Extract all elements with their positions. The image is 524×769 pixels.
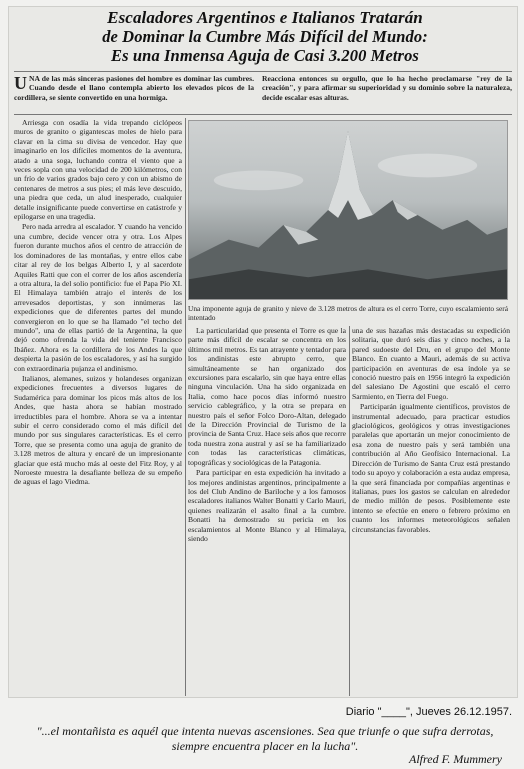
intro-right-text: Reacciona entonces su orgullo, que lo ha hecho proclamarse "rey de la creación", y para afirmar su superioridad y su dominio sobre la naturaleza, decide escalar esas alturas.	[262, 74, 512, 102]
headline-line-2: de Dominar la Cumbre Más Difícil del Mundo:	[102, 27, 428, 46]
intro-left	[14, 74, 254, 112]
col1-para-1: Arriesga con osadía la vida trepando ciclópeos muros de granito o gigantescas moles de hielo para clavar en la cima su divisa de vencedor. Hay que imaginarlo en los difíciles momentos de la aventura, atado a una soga, luchando contra el viento que a veces sopla con una velocidad de 200 kilómetros, con un frío de varios grados bajo cero y con un abismo de centenares de metros a sus pies; el más leve descuido, una piedra que ceda, un alud inesperado, cualquier detalle insignificante puede convertirse en catástrofe y epilogarse en una tragedia.	[14, 118, 182, 222]
mountain-image	[189, 121, 507, 299]
intro-rule	[14, 114, 512, 115]
headline	[20, 8, 510, 65]
col1-para-2: Pero nada arredra al escalador. Y cuando ha vencido una cumbre, decide vencer otra y otra. Los Alpes fueron durante muchos años el centro de atracción de los dominadores de las montañas, y entre ellos cabe citar al rey de los belgas Alberto I, y al sacerdote Aquiles Ratti que con el correr de los años ascendería a otra altura, la del solio pontificio: fue el Papa Pío XI. El Himalaya también atrajo el interés de los arrevesados deportistas, y son innúmeras las expediciones que de diferentes partes del mundo convergieron en lo que se ha llamado "el techo del mundo", una de ellas partió de la Argentina, la que dejó como ofrenda la vida del teniente Francisco Ibáñez. Ahora es la cordillera de los Andes la que despierta la pasión de los escaladores, y así ha surgido con extraordinaria pujanza el andinismo.	[14, 222, 182, 373]
photo-cerro-torre	[188, 120, 508, 300]
drop-cap: U	[14, 74, 27, 93]
col1-para-3: Italianos, alemanes, suizos y holandeses organizan expediciones frecuentes a diversos lugares de Sudamérica para dominar los picos más altos de los Andes, que hasta ahora se habían mostrado irreductibles para el hombre. Ahora se va a intentar subir el cerro considerado como el más difícil del mundo por sus singulares características. Es el cerro Torre, que se presenta como una aguja de granito de 3.128 metros de altura y encaré de un impresionante glaciar que está mucho más al oeste del Fitz Roy, y al Noroeste muestra la desafiante belleza de su empeño de aguas el lago Viedma.	[14, 373, 182, 487]
headline-line-3: Es una Inmensa Aguja de Casi 3.200 Metros	[111, 46, 419, 65]
quote-author: Alfred F. Mummery	[409, 752, 502, 766]
quote-text: "...el montañista es aquél que intenta nuevas ascensiones. Sea que triunfe o que sufra derrotas, siempre encuentra placer en la lucha".	[36, 724, 494, 753]
column-rule-2	[349, 326, 350, 696]
column-2	[188, 326, 346, 696]
col3-para-1: una de sus hazañas más destacadas su expedición solitaria, que duró seis días y cinco noches, a la pared sudoeste del Dru, en el grupo del Monte Blanco. En cuanto a Mauri, además de su activa participación en aventuras de esa índole ya se conoció nuestro país en 1956 integró la expedición del salesiano De Agostini que escaló el cerro Sarmiento, en Tierra del Fuego.	[352, 326, 510, 401]
column-1	[14, 118, 182, 696]
source-citation: Diario "____", Jueves 26.12.1957.	[345, 706, 512, 718]
col2-para-1: La particularidad que presenta el Torre es que la parte más difícil de escalar se concentra en los últimos mil metros. Es tan atrayente y tentador para los andinistas este abrupto cerro, que simultáneamente se han organizado dos excursiones para escalarlo, sin que haya entre ellas ninguna vinculación. Una ha sido organizada en Italia, como hace pocos días informó nuestro servicio cablegráfico, y la otra se prepara en nuestro país el señor Folco Doro-Altan, delegado de la Dirección Provincial de Turismo de la provincia de Santa Cruz. Hace seis años que recorre toda nuestra zona austral y así se ha familiarizado con todas las características climáticas, topográficas y sociológicas de la Patagonia.	[188, 326, 346, 467]
headline-line-1: Escaladores Argentinos e Italianos Tratarán	[107, 8, 423, 27]
column-3	[352, 326, 510, 696]
col3-para-2: Participarán igualmente científicos, provistos de instrumental adecuado, para practicar estudios glaciológicos, geológicos y otras investigaciones paralelas que aportarán un mejor conocimiento de esa zona de nuestro país y será también una contribución al Año Geofísico Internacional. La Dirección de Turismo de Santa Cruz está prestando todo su apoyo y colaboración a esta audaz empresa, la que será financiada por compañías argentinas e italianas, pues los gastos se calculan en alrededor de medio millón de pesos. Posiblemente este intento se efectúe en enero o febrero próximo en cuanto los informes meteorológicos señalen circunstancias favorables.	[352, 402, 510, 534]
intro-right	[262, 74, 512, 112]
photo-caption: Una imponente aguja de granito y nieve de 3.128 metros de altura es el cerro Torre, cuyo escalamiento será intentado	[188, 304, 508, 322]
col2-para-2: Para participar en esta expedición ha invitado a los mejores andinistas argentinos, principalmente a los del Club Andino de Bariloche y a los famosos escaladores italianos Walter Bonatti y Carlo Mauri, quienes realizarán el asalto final a la cumbre. Bonatti ha demostrado su pericia en los escalamientos al Monte Blanco y al Himalaya, siendo	[188, 468, 346, 543]
headline-rule	[14, 71, 512, 72]
column-rule-1	[185, 118, 186, 696]
intro-left-text: NA de las más sinceras pasiones del hombre es dominar las cumbres. Cuando desde el llano contempla abierto los elevados picos de la cordillera, se siente convertido en una hormiga.	[14, 74, 254, 102]
